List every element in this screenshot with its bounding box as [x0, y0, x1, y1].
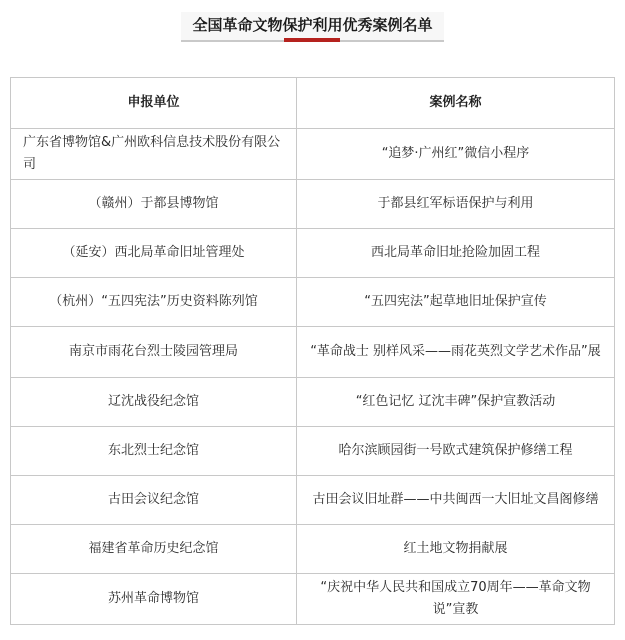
unit-cell: 古田会议纪念馆: [11, 476, 297, 525]
case-cell: “红色记忆 辽沈丰碑”保护宣教活动: [297, 378, 615, 427]
unit-cell: （赣州）于都县博物馆: [11, 180, 297, 229]
unit-cell: 辽沈战役纪念馆: [11, 378, 297, 427]
table-row: [11, 229, 615, 278]
unit-cell: 东北烈士纪念馆: [11, 427, 297, 476]
table-header-row: [11, 78, 615, 129]
table-row: [11, 476, 615, 525]
case-cell: 古田会议旧址群——中共闽西一大旧址文昌阁修缮: [297, 476, 615, 525]
case-cell: “革命战士 别样风采——雨花英烈文学艺术作品”展: [297, 327, 615, 378]
title-banner: [0, 0, 625, 48]
unit-cell: （延安）西北局革命旧址管理处: [11, 229, 297, 278]
page-title: 全国革命文物保护利用优秀案例名单: [192, 16, 433, 34]
title-accent-bar: [284, 38, 340, 42]
unit-cell: 福建省革命历史纪念馆: [11, 525, 297, 574]
table-row: [11, 278, 615, 327]
table-row: [11, 378, 615, 427]
header-unit: 申报单位: [11, 78, 297, 129]
table-row: [11, 427, 615, 476]
case-cell: “庆祝中华人民共和国成立70周年——革命文物说”宣教: [297, 574, 615, 625]
case-cell: “追梦·广州红”微信小程序: [297, 129, 615, 180]
case-list-table: [10, 77, 615, 625]
case-cell: 于都县红军标语保护与利用: [297, 180, 615, 229]
table-row: [11, 180, 615, 229]
table-row: [11, 129, 615, 180]
header-case: 案例名称: [297, 78, 615, 129]
unit-cell: 广东省博物馆&广州欧科信息技术股份有限公司: [11, 129, 297, 180]
unit-cell: 南京市雨花台烈士陵园管理局: [11, 327, 297, 378]
table-row: [11, 525, 615, 574]
table-row: [11, 574, 615, 625]
case-list-table-container: [10, 77, 614, 625]
table-row: [11, 327, 615, 378]
case-cell: “五四宪法”起草地旧址保护宣传: [297, 278, 615, 327]
unit-cell: （杭州）“五四宪法”历史资料陈列馆: [11, 278, 297, 327]
case-cell: 红土地文物捐献展: [297, 525, 615, 574]
case-cell: 哈尔滨顾园街一号欧式建筑保护修缮工程: [297, 427, 615, 476]
unit-cell: 苏州革命博物馆: [11, 574, 297, 625]
case-cell: 西北局革命旧址抢险加固工程: [297, 229, 615, 278]
